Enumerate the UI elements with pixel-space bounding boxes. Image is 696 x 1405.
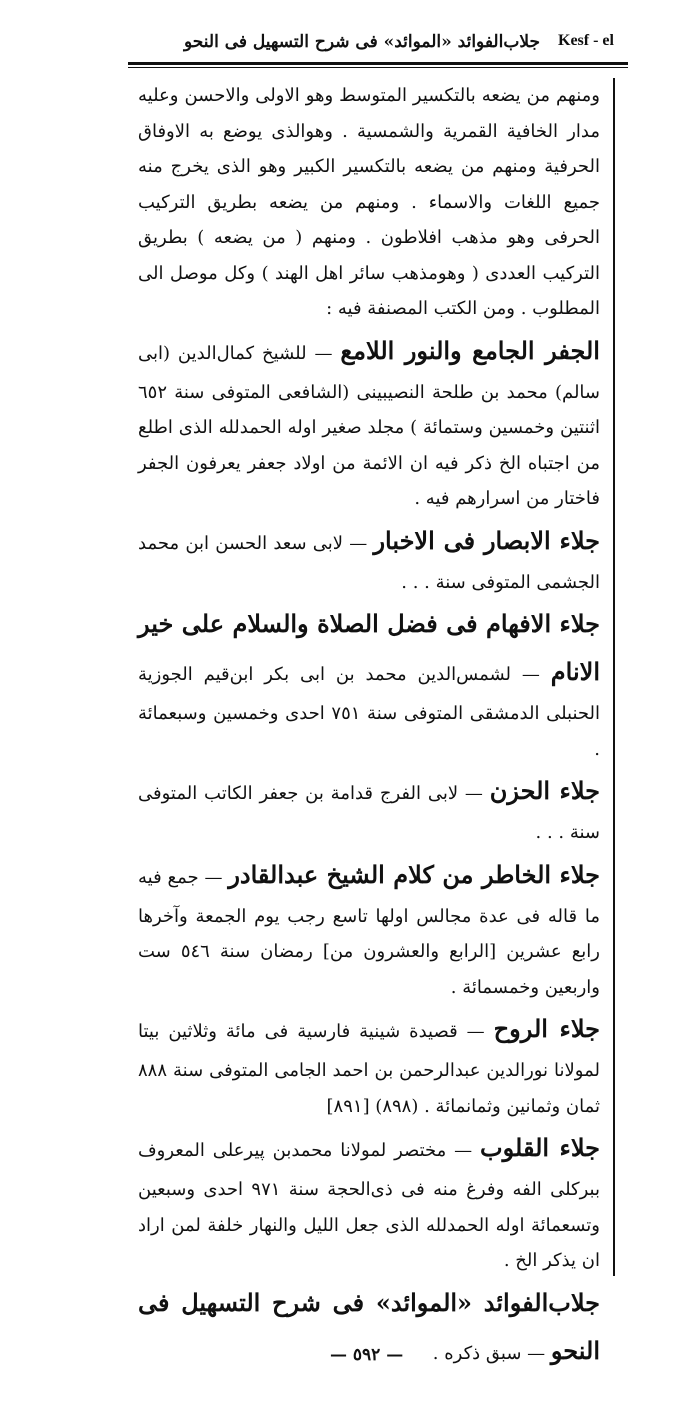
entry-text: — قصيدة شينية فارسية فى مائة وثلاثين بيتا لمولانا نورالدين عبدالرحمن بن احمد الجامى المتوفى سنة ٨٨٨ ثمان وثمانين وثمانمائة . (٨٩٨) [٨٩١] bbox=[138, 1021, 600, 1117]
entry-text: — لشمس‌الدين محمد بن ابى بكر ابن‌قيم الجوزية الحنبلى الدمشقى المتوفى سنة ٧٥١ احدى وخمسين وسبعمائة . bbox=[138, 664, 600, 760]
entry-jala-al-khatir bbox=[138, 851, 600, 1006]
entry-title: جلاء الابصار فى الاخبار bbox=[373, 525, 600, 555]
entry-title: جلاء الافهام فى فضل الصلاة والسلام على خير الانام bbox=[138, 609, 600, 686]
entry-jala-al-qulub bbox=[138, 1124, 600, 1279]
intro-paragraph bbox=[138, 78, 600, 327]
entry-jala-al-afham bbox=[138, 600, 600, 767]
entry-text: — لابى الفرج قدامة بن جعفر الكاتب المتوفى سنة . . . bbox=[138, 783, 600, 843]
entry-text: — مختصر لمولانا محمدبن پیرعلى المعروف ببركلى الفه وفرغ منه فى ذى‌الحجة سنة ٩٧١ احدى وسبعين وتسعمائة اوله الحمدلله الذى جعل الليل والنهار خلفة لمن اراد ان يذكر الخ . bbox=[138, 1140, 600, 1271]
entry-title: جلاء الحزن bbox=[489, 776, 600, 805]
running-header bbox=[128, 22, 628, 62]
entry-jafr bbox=[138, 327, 600, 517]
entry-title: جلاء الروح bbox=[493, 1014, 600, 1043]
header-title: جلاب‌الفوائد «الموائد» فى شرح التسهيل فى النحو bbox=[184, 32, 540, 52]
entry-title: جلاء الخاطر من كلام الشيخ عبدالقادر bbox=[228, 859, 600, 889]
entry-title: جلاب‌الفوائد «الموائد» فى شرح التسهيل فى النحو bbox=[138, 1287, 600, 1365]
entry-jala-al-huzn bbox=[138, 767, 600, 851]
header-book-name: Kesf - el bbox=[558, 32, 614, 49]
entry-jala-al-ruh bbox=[138, 1005, 600, 1124]
entry-title: جلاء القلوب bbox=[480, 1133, 600, 1162]
page-number: — ٥٩٢ — bbox=[330, 1345, 404, 1365]
entry-text: — للشيخ كمال‌الدين (ابى سالم) محمد بن طلحة النصيبينى (الشافعى المتوفى سنة ٦٥٢ اثنتين وخمسين وستمائة ) مجلد صغير اوله الحمدلله الذى اطلع من اجتباه الخ ذكر فيه ان الائمة من اولاد جعفر يعرفون الجفر فاختار من اسرارهم فيه . bbox=[138, 342, 600, 509]
entry-title: الجفر الجامع والنور اللامع bbox=[340, 335, 600, 365]
entry-text: — لابى سعد الحسن ابن محمد الجشمى المتوفى سنة . . . bbox=[138, 532, 600, 593]
entry-jala-al-absar bbox=[138, 517, 600, 601]
margin-rule bbox=[613, 78, 615, 1276]
page-body bbox=[138, 78, 600, 1375]
entry-text: — جمع فيه ما قاله فى عدة مجالس اولها تاسع رجب يوم الجمعة وآخرها رابع عشرين [الرابع والعشرون من] رمضان سنة ٥٤٦ ست واربعين وخمسمائة . bbox=[138, 866, 600, 998]
paragraph-text: ومنهم من يضعه بالتكسير المتوسط وهو الاولى والاحسن وعليه مدار الخافية القمرية والشمسية . وهوالذى يوضع به الاوفاق الحرفية ومنهم من يضعه بالتكسير الكبير وهو الذى يخرج منه جميع اللغات والاسماء . ومنهم من يضعه بطريق التركيب الحرفى وهو مذهب افلاطون . ومنهم ( من يضعه ) بطريق التركيب العددى ( وهومذهب سائر اهل الهند ) وكل موصل الى المطلوب . ومن الكتب المصنفة فيه : bbox=[138, 85, 600, 319]
header-rule-thick bbox=[128, 62, 628, 65]
entry-text: — سبق ذكره . bbox=[432, 1342, 551, 1364]
header-rule-thin bbox=[128, 67, 628, 68]
